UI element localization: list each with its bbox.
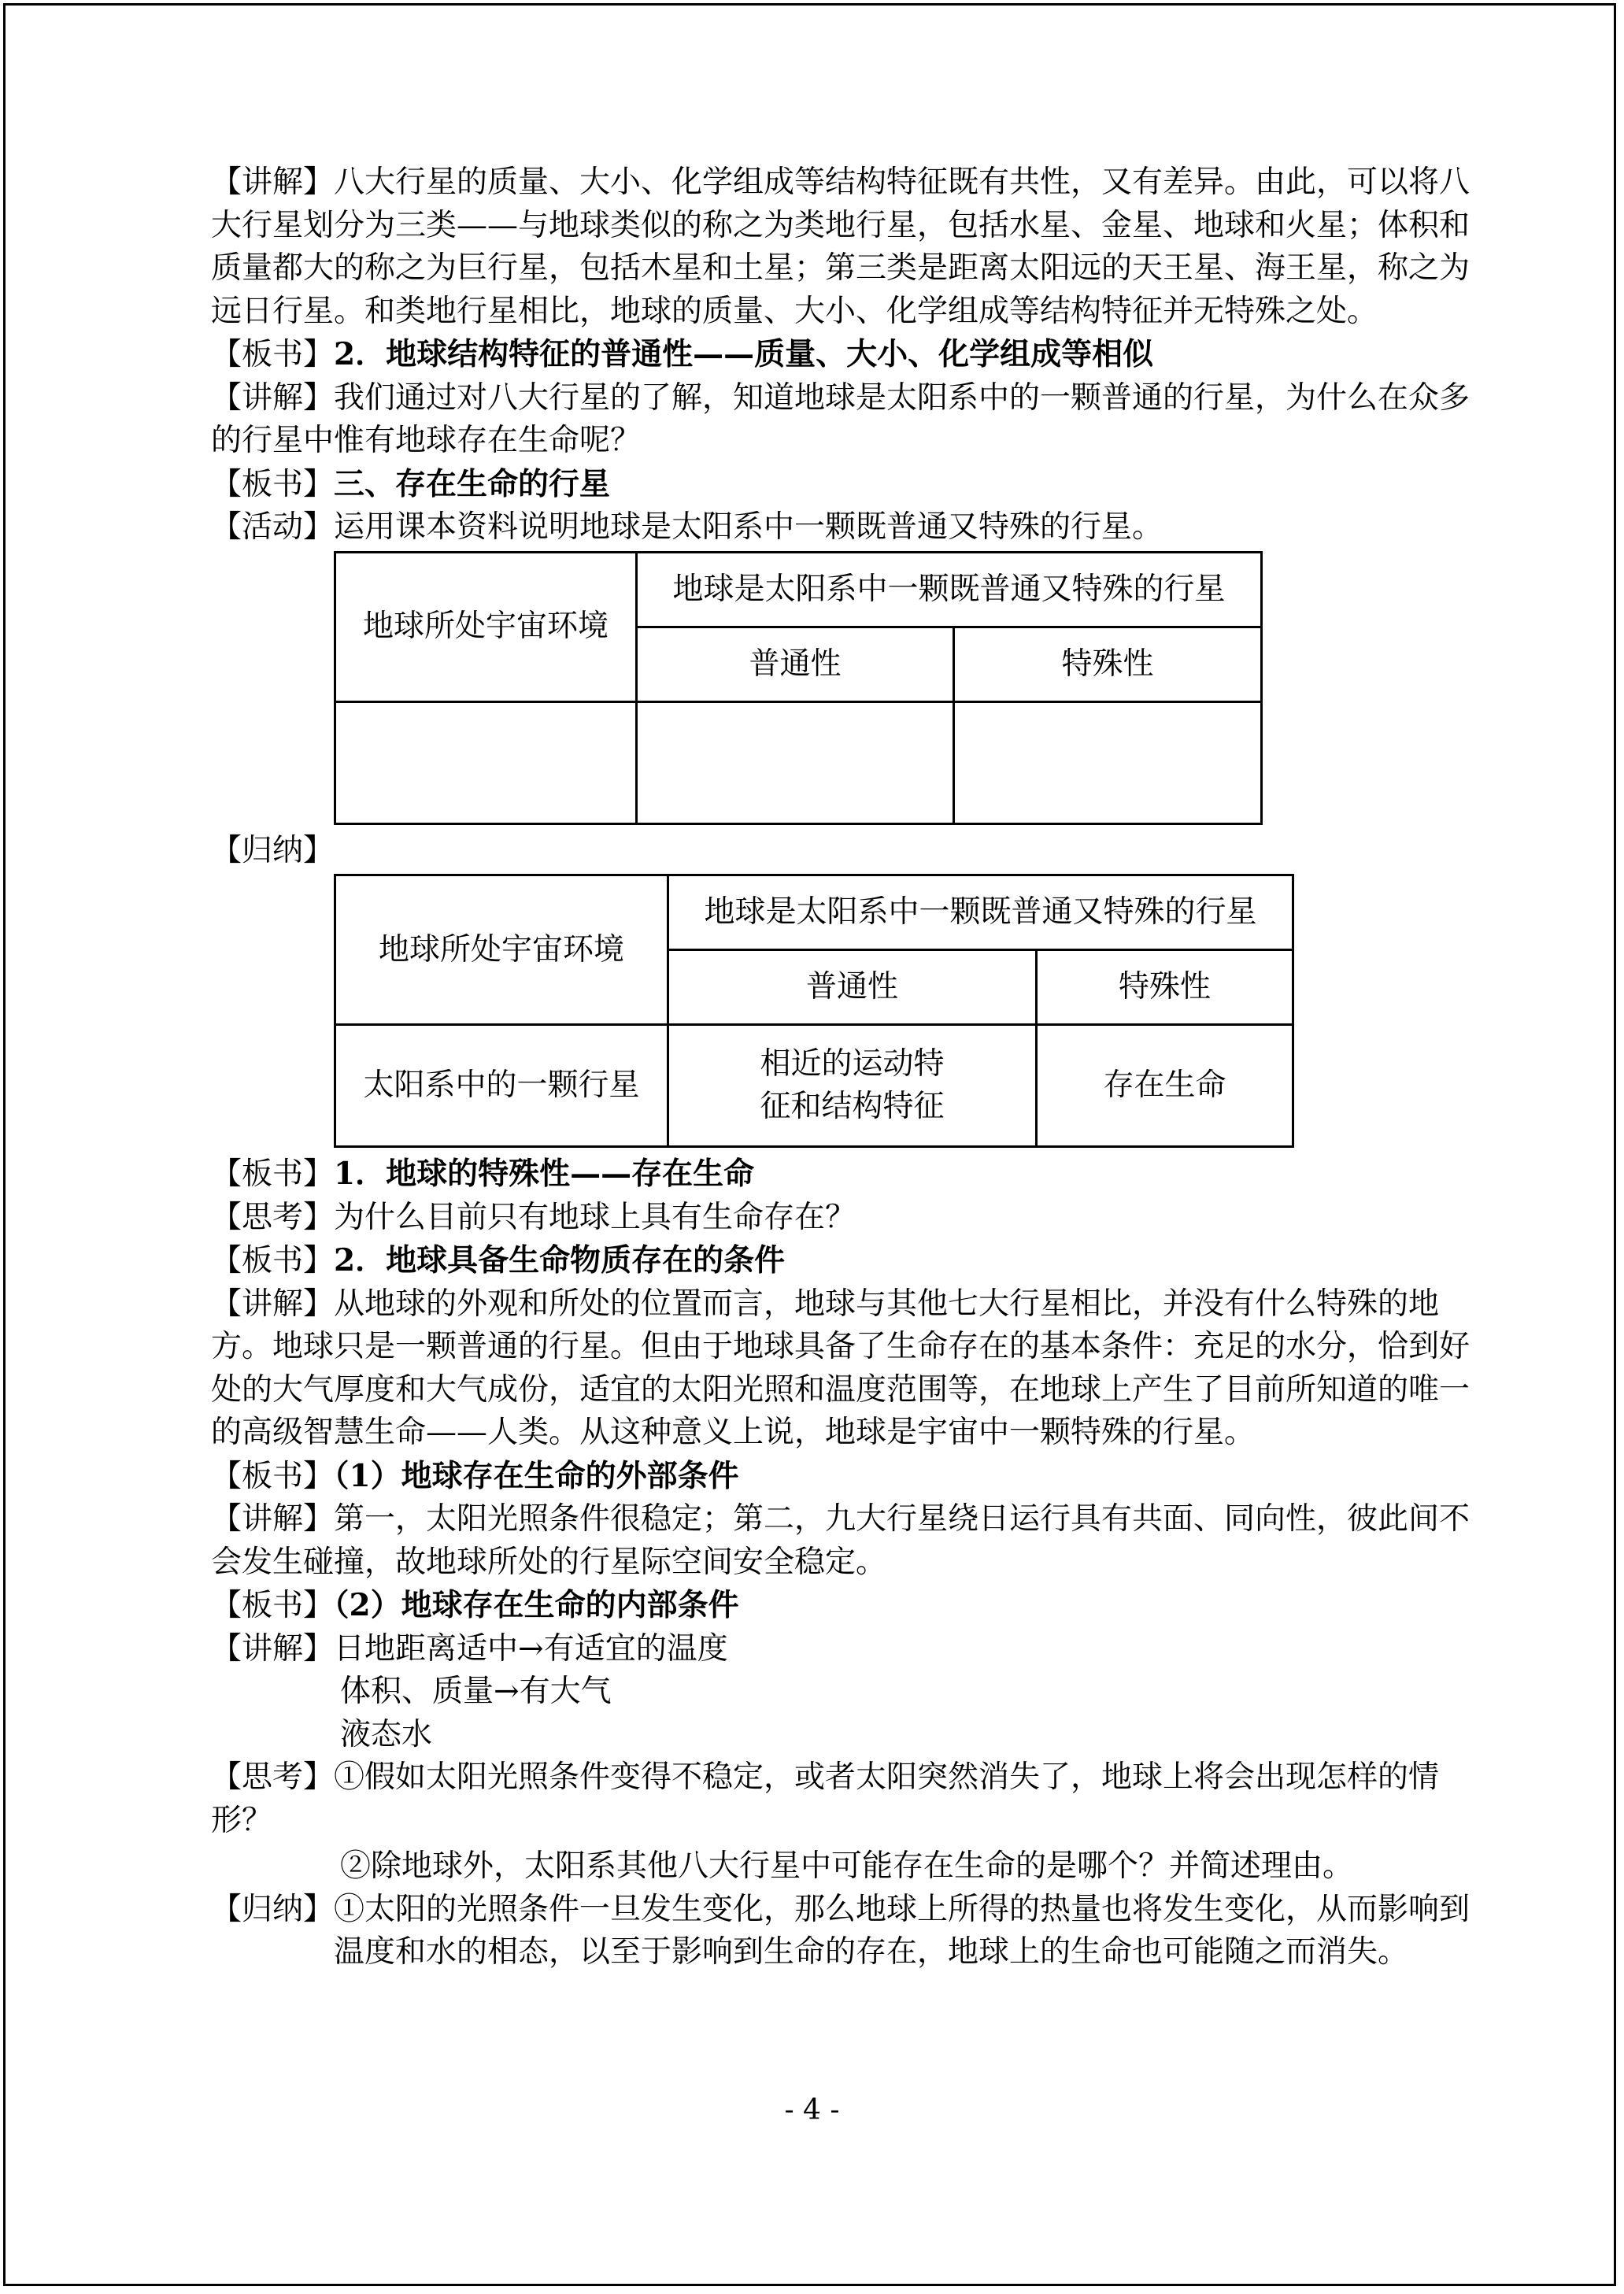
table-header-planet: 地球是太阳系中一颗既普通又特殊的行星: [668, 875, 1293, 950]
tag: 【板书】: [211, 1156, 335, 1192]
paragraph-text: 我们通过对八大行星的了解，知道地球是太阳系中的一颗普通的行星，为什么在众多的行星中惟有地球存在生命呢？: [211, 379, 1470, 458]
paragraph-think-1: [211, 1197, 1470, 1240]
activity-table: [334, 551, 1263, 825]
heading-text: 三、存在生命的行星: [334, 465, 611, 502]
paragraph-summary-2: [211, 1889, 1470, 1974]
paragraph-text: ①太阳的光照条件一旦发生变化，那么地球上所得的热量也将发生变化，从而影响到温度和水的相态，以至于影响到生命的存在，地球上的生命也可能随之而消失。: [334, 1891, 1470, 1970]
heading-text: 2．地球结构特征的普通性——质量、大小、化学组成等相似: [334, 336, 1154, 372]
tag: 【思考】: [211, 1759, 335, 1795]
document-body: [211, 161, 1470, 1974]
tag: 【活动】: [211, 509, 335, 545]
heading-text: 1．地球的特殊性——存在生命: [334, 1156, 755, 1192]
page-number: - 4 -: [784, 2094, 840, 2126]
table-cell-special: 存在生命: [1037, 1025, 1293, 1147]
paragraph-text: 从地球的外观和所处的位置而言，地球与其他七大行星相比，并没有什么特殊的地方。地球只是一颗普通的行星。但由于地球具备了生命存在的基本条件：充足的水分，恰到好处的大气厚度和大气成份，适宜的太阳光照和温度范围等，在地球上产生了目前所知道的唯一的高级智慧生命——人类。从这种意义上说，地球是宇宙中一颗特殊的行星。: [211, 1286, 1470, 1450]
tag: 【归纳】: [211, 1891, 335, 1927]
tag: 【讲解】: [211, 1286, 335, 1322]
board-heading-structure: [211, 333, 1470, 377]
board-heading-conditions: [211, 1239, 1470, 1283]
tag: 【板书】: [211, 466, 335, 502]
paragraph-activity: [211, 506, 1470, 549]
paragraph-think-2: [211, 1756, 1470, 1842]
board-heading-special: [211, 1153, 1470, 1197]
tag: 【思考】: [211, 1199, 335, 1235]
table-header-ordinary: 普通性: [668, 950, 1037, 1025]
table-cell-ordinary: [668, 1025, 1037, 1147]
paragraph-text: 日地距离适中→有适宜的温度: [334, 1630, 728, 1667]
cell-line: 相近的运动特: [760, 1046, 945, 1082]
heading-text: （1）地球存在生命的外部条件: [334, 1457, 739, 1494]
board-heading-life-planet: [211, 463, 1470, 507]
board-heading-external: [211, 1455, 1470, 1499]
tag: 【讲解】: [211, 165, 335, 200]
paragraph-explain-2: [211, 377, 1470, 463]
table-cell-blank: [954, 701, 1262, 823]
paragraph-text: 为什么目前只有地球上具有生命存在？: [334, 1199, 856, 1235]
tag: 【归纳】: [211, 832, 335, 868]
paragraph-explain-3: [211, 1283, 1470, 1455]
table-cell-blank: [637, 701, 954, 823]
paragraph-think-2-item: ②除地球外，太阳系其他八大行星中可能存在生命的是哪个？并简述理由。: [340, 1848, 1354, 1884]
tag: 【讲解】: [211, 379, 335, 416]
paragraph-text: 运用课本资料说明地球是太阳系中一颗既普通又特殊的行星。: [334, 509, 1163, 545]
cell-line: 征和结构特征: [760, 1089, 945, 1124]
paragraph-explain-1: [211, 161, 1470, 333]
summary-table: [334, 874, 1294, 1148]
table-header-ordinary: 普通性: [637, 627, 954, 701]
paragraph-explain-4: [211, 1498, 1470, 1584]
paragraph-explain-5-line: 液态水: [340, 1716, 433, 1752]
tag: 【讲解】: [211, 1630, 335, 1667]
tag: 【板书】: [211, 1588, 335, 1623]
table-header-special: 特殊性: [1037, 950, 1293, 1025]
table-cell-blank: [335, 701, 637, 823]
paragraph-summary-label: [211, 830, 1470, 873]
paragraph-text: ①假如太阳光照条件变得不稳定，或者太阳突然消失了，地球上将会出现怎样的情形？: [211, 1759, 1440, 1838]
tag: 【板书】: [211, 1243, 335, 1278]
paragraph-text: 八大行星的质量、大小、化学组成等结构特征既有共性，又有差异。由此，可以将八大行星划分为三类——与地球类似的称之为类地行星，包括水星、金星、地球和火星；体积和质量都大的称之为巨行星，包括木星和土星；第三类是距离太阳远的天王星、海王星，称之为远日行星。和类地行星相比，地球的质量、大小、化学组成等结构特征并无特殊之处。: [211, 165, 1470, 329]
heading-text: （2）地球存在生命的内部条件: [334, 1587, 739, 1623]
paragraph-explain-5-line: 体积、质量→有大气: [340, 1674, 612, 1709]
paragraph-text: 第一，太阳光照条件很稳定；第二，九大行星绕日运行具有共面、同向性，彼此间不会发生碰撞，故地球所处的行星际空间安全稳定。: [211, 1501, 1470, 1580]
paragraph-explain-5: [211, 1628, 1470, 1671]
board-heading-internal: [211, 1584, 1470, 1628]
tag: 【讲解】: [211, 1501, 335, 1537]
heading-text: 2．地球具备生命物质存在的条件: [334, 1242, 786, 1278]
table-header-environment: 地球所处宇宙环境: [335, 875, 668, 1025]
table-header-special: 特殊性: [954, 627, 1262, 701]
tag: 【板书】: [211, 1458, 335, 1494]
table-header-planet: 地球是太阳系中一颗既普通又特殊的行星: [637, 552, 1262, 627]
tag: 【板书】: [211, 337, 335, 372]
table-header-environment: 地球所处宇宙环境: [335, 552, 637, 701]
table-cell-environment: 太阳系中的一颗行星: [335, 1025, 668, 1147]
